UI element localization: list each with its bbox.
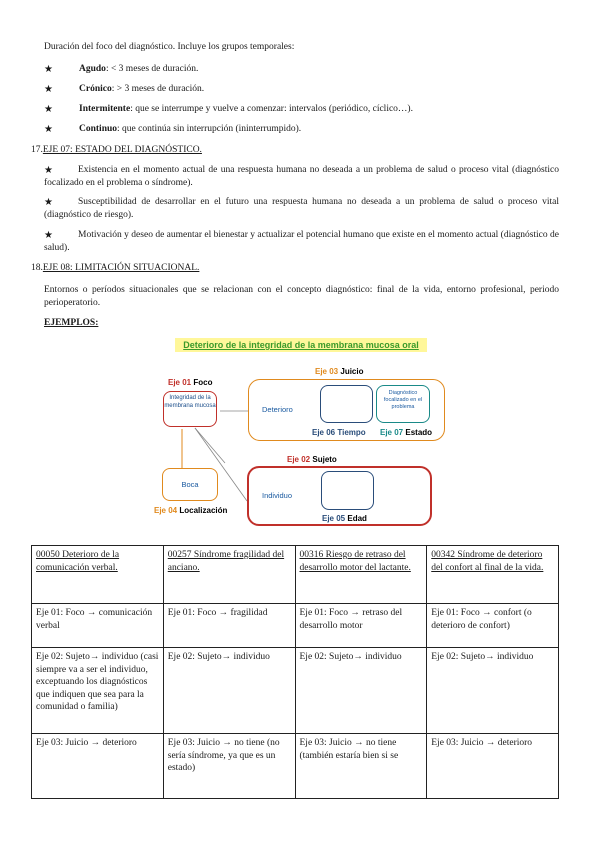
table-row [32, 604, 559, 648]
foco-box-text: Integridad de la membrana mucosa [164, 395, 216, 409]
eje07-label: Eje 07 Estado [380, 428, 433, 437]
star-bullet-icon: ★ [44, 124, 53, 135]
table-header-cell: 00342 Síndrome de deterioro del confort al final de la vida. [427, 546, 559, 604]
connector-line [195, 428, 225, 463]
temporal-item: Crónico: > 3 meses de duración. [79, 84, 205, 94]
eje01-label: Eje 01 Foco [168, 378, 213, 387]
table-header-cell: 00257 Síndrome fragilidad del anciano. [163, 546, 295, 604]
star-bullet-icon: ★ [44, 64, 53, 75]
temporal-item: Continuo: que continúa sin interrupción (ininterrumpido). [79, 124, 302, 134]
examples-heading: EJEMPLOS: [44, 318, 99, 328]
section-17-heading: 17.EJE 07: ESTADO DEL DIAGNÓSTICO. [31, 145, 202, 155]
localizacion-box-text: Boca [181, 480, 199, 489]
eje05-label: Eje 05 Edad [322, 514, 367, 523]
section-18-text: Entornos o períodos situacionales que se relacionan con el concepto diagnóstico: final de la vida, entorno profesional, periodo perioperatorio. [44, 285, 559, 308]
temporal-item: Agudo: < 3 meses de duración. [79, 64, 199, 74]
table-cell: Eje 01: Foco → confort (o deterioro de confort) [427, 604, 559, 648]
edad-box [321, 471, 374, 510]
temporal-item: Intermitente: que se interrumpe y vuelve a comenzar: intervalos (periódico, cíclico…). [79, 104, 413, 114]
eje04-label: Eje 04 Localización [154, 506, 228, 515]
eje06-label: Eje 06 Tiempo [312, 428, 366, 437]
tiempo-box [320, 385, 373, 423]
eje03-label: Eje 03 Juicio [315, 367, 364, 376]
axes-diagram [150, 333, 450, 528]
table-cell: Eje 03: Juicio → deterioro [427, 734, 559, 799]
table-cell: Eje 02: Sujeto→ individuo [427, 648, 559, 734]
table-row [32, 734, 559, 799]
diagram-title: Deterioro de la integridad de la membrana mucosa oral [175, 338, 427, 352]
table-cell: Eje 02: Sujeto→ individuo [163, 648, 295, 734]
table-cell: Eje 02: Sujeto→ individuo [295, 648, 427, 734]
section-17-item: Susceptibilidad de desarrollar en el futuro una respuesta humana no deseada a un problema de salud o proceso vital (diagnóstico de riesgo). [44, 197, 559, 220]
section-17-item: Existencia en el momento actual de una respuesta humana no deseada a un problema de salud o proceso vital (diagnóstico focalizado en el problema o síndrome). [44, 165, 559, 188]
juicio-box-text: Deterioro [262, 405, 293, 414]
star-bullet-icon: ★ [44, 230, 53, 241]
star-bullet-icon: ★ [44, 197, 53, 208]
table-cell: Eje 01: Foco → retraso del desarrollo motor [295, 604, 427, 648]
table-cell: Eje 01: Foco → fragilidad [163, 604, 295, 648]
table-header-cell: 00316 Riesgo de retraso del desarrollo motor del lactante. [295, 546, 427, 604]
table-cell: Eje 01: Foco → comunicación verbal [32, 604, 164, 648]
table-row [32, 648, 559, 734]
star-bullet-icon: ★ [44, 104, 53, 115]
intro-text: Duración del foco del diagnóstico. Incluye los grupos temporales: [44, 42, 295, 52]
star-bullet-icon: ★ [44, 84, 53, 95]
section-18-heading: 18.EJE 08: LIMITACIÓN SITUACIONAL. [31, 263, 200, 273]
table-cell: Eje 03: Juicio → no tiene (también estaría bien si se [295, 734, 427, 799]
sujeto-box-text: Individuo [262, 491, 293, 500]
eje02-label: Eje 02 Sujeto [287, 455, 337, 464]
table-header-cell: 00050 Deterioro de la comunicación verbal. [32, 546, 164, 604]
estado-box-text: Diagnóstico focalizado en el problema [383, 390, 423, 410]
star-bullet-icon: ★ [44, 165, 53, 176]
examples-table [31, 545, 559, 799]
table-cell: Eje 02: Sujeto→ individuo (casi siempre va a ser el individuo, exceptuando los diagnósticos que indiquen que sea para la comunidad o familia) [32, 648, 164, 734]
table-cell: Eje 03: Juicio → no tiene (no sería síndrome, ya que es un estado) [163, 734, 295, 799]
table-header-row [32, 546, 559, 604]
section-17-item: Motivación y deseo de aumentar el bienestar y actualizar el potencial humano que existe en el momento actual (diagnóstico de salud). [44, 230, 559, 253]
table-cell: Eje 03: Juicio → deterioro [32, 734, 164, 799]
